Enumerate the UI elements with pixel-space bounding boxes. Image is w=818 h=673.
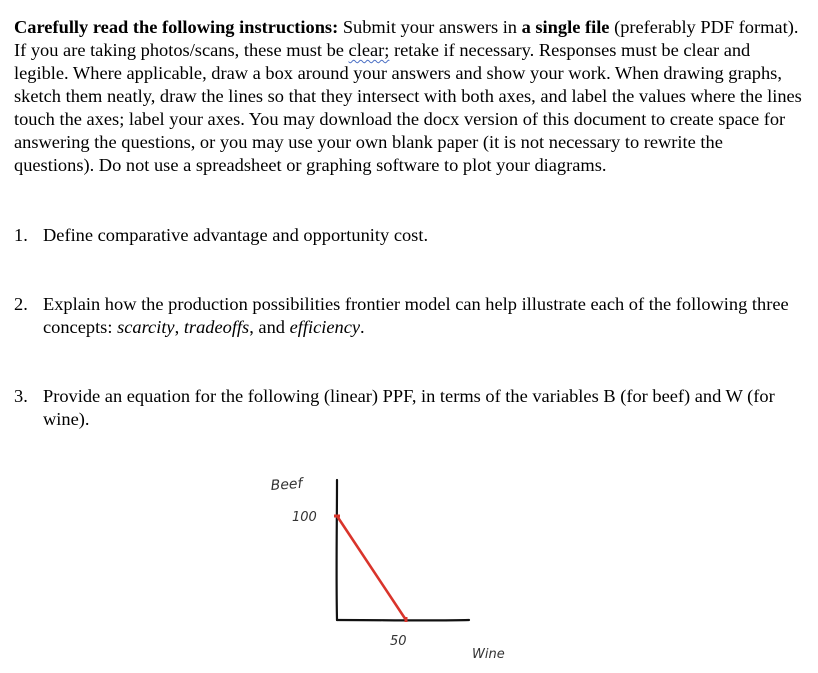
instructions-text: (preferably PDF format). If you are taking photos/scans, these must be: [14, 17, 799, 60]
question-text-part: .: [360, 317, 365, 337]
term-scarcity: scarcity: [117, 317, 175, 337]
question-text: [43, 293, 804, 339]
question-text-part: ,: [174, 317, 184, 337]
term-efficiency: efficiency: [289, 317, 361, 337]
instructions-heading: Carefully read the following instructions:: [14, 17, 339, 37]
question-text: Provide an equation for the following (linear) PPF, in terms of the variables B (for beef) and W (for wine).: [43, 386, 775, 429]
document-page: [14, 16, 804, 429]
ppf-graph: [262, 462, 532, 662]
instructions-bold-text: a single file: [521, 17, 610, 37]
question-3: [14, 385, 804, 431]
question-2: [14, 293, 804, 339]
term-tradeoffs: tradeoffs: [183, 317, 250, 337]
y-axis-label: Beef: [270, 475, 303, 494]
instructions-paragraph: [14, 16, 804, 177]
question-number: 3.: [14, 386, 28, 406]
ppf-line: [337, 516, 406, 620]
instructions-text: retake if necessary. Responses must be clear and legible. Where applicable, draw a box around your answers and show your work. When drawing graphs, sketch them neatly, draw the lines so that they intersect with both axes, and label the values where the lines touch the axes; label your axes. You may download the docx version of this document to create space for answering the questions, or you may use your own blank paper (it is not necessary to rewrite the questions). Do not use a spreadsheet or graphing software to plot your diagrams.: [14, 40, 802, 175]
question-number: 1.: [14, 225, 28, 245]
x-axis-label: Wine: [472, 647, 505, 662]
question-1: [14, 224, 804, 247]
question-text-part: , and: [249, 317, 290, 337]
question-number: 2.: [14, 294, 28, 314]
question-text-part: Explain how the production possibilities frontier model can help illustrate each of the following three concepts:: [43, 294, 789, 337]
spellcheck-underlined-word: clear;: [348, 40, 390, 60]
question-text: Define comparative advantage and opportunity cost.: [43, 225, 429, 245]
x-intercept-label: 50: [390, 634, 407, 649]
y-intercept-label: 100: [292, 510, 317, 525]
instructions-text: Submit your answers in: [338, 17, 522, 37]
